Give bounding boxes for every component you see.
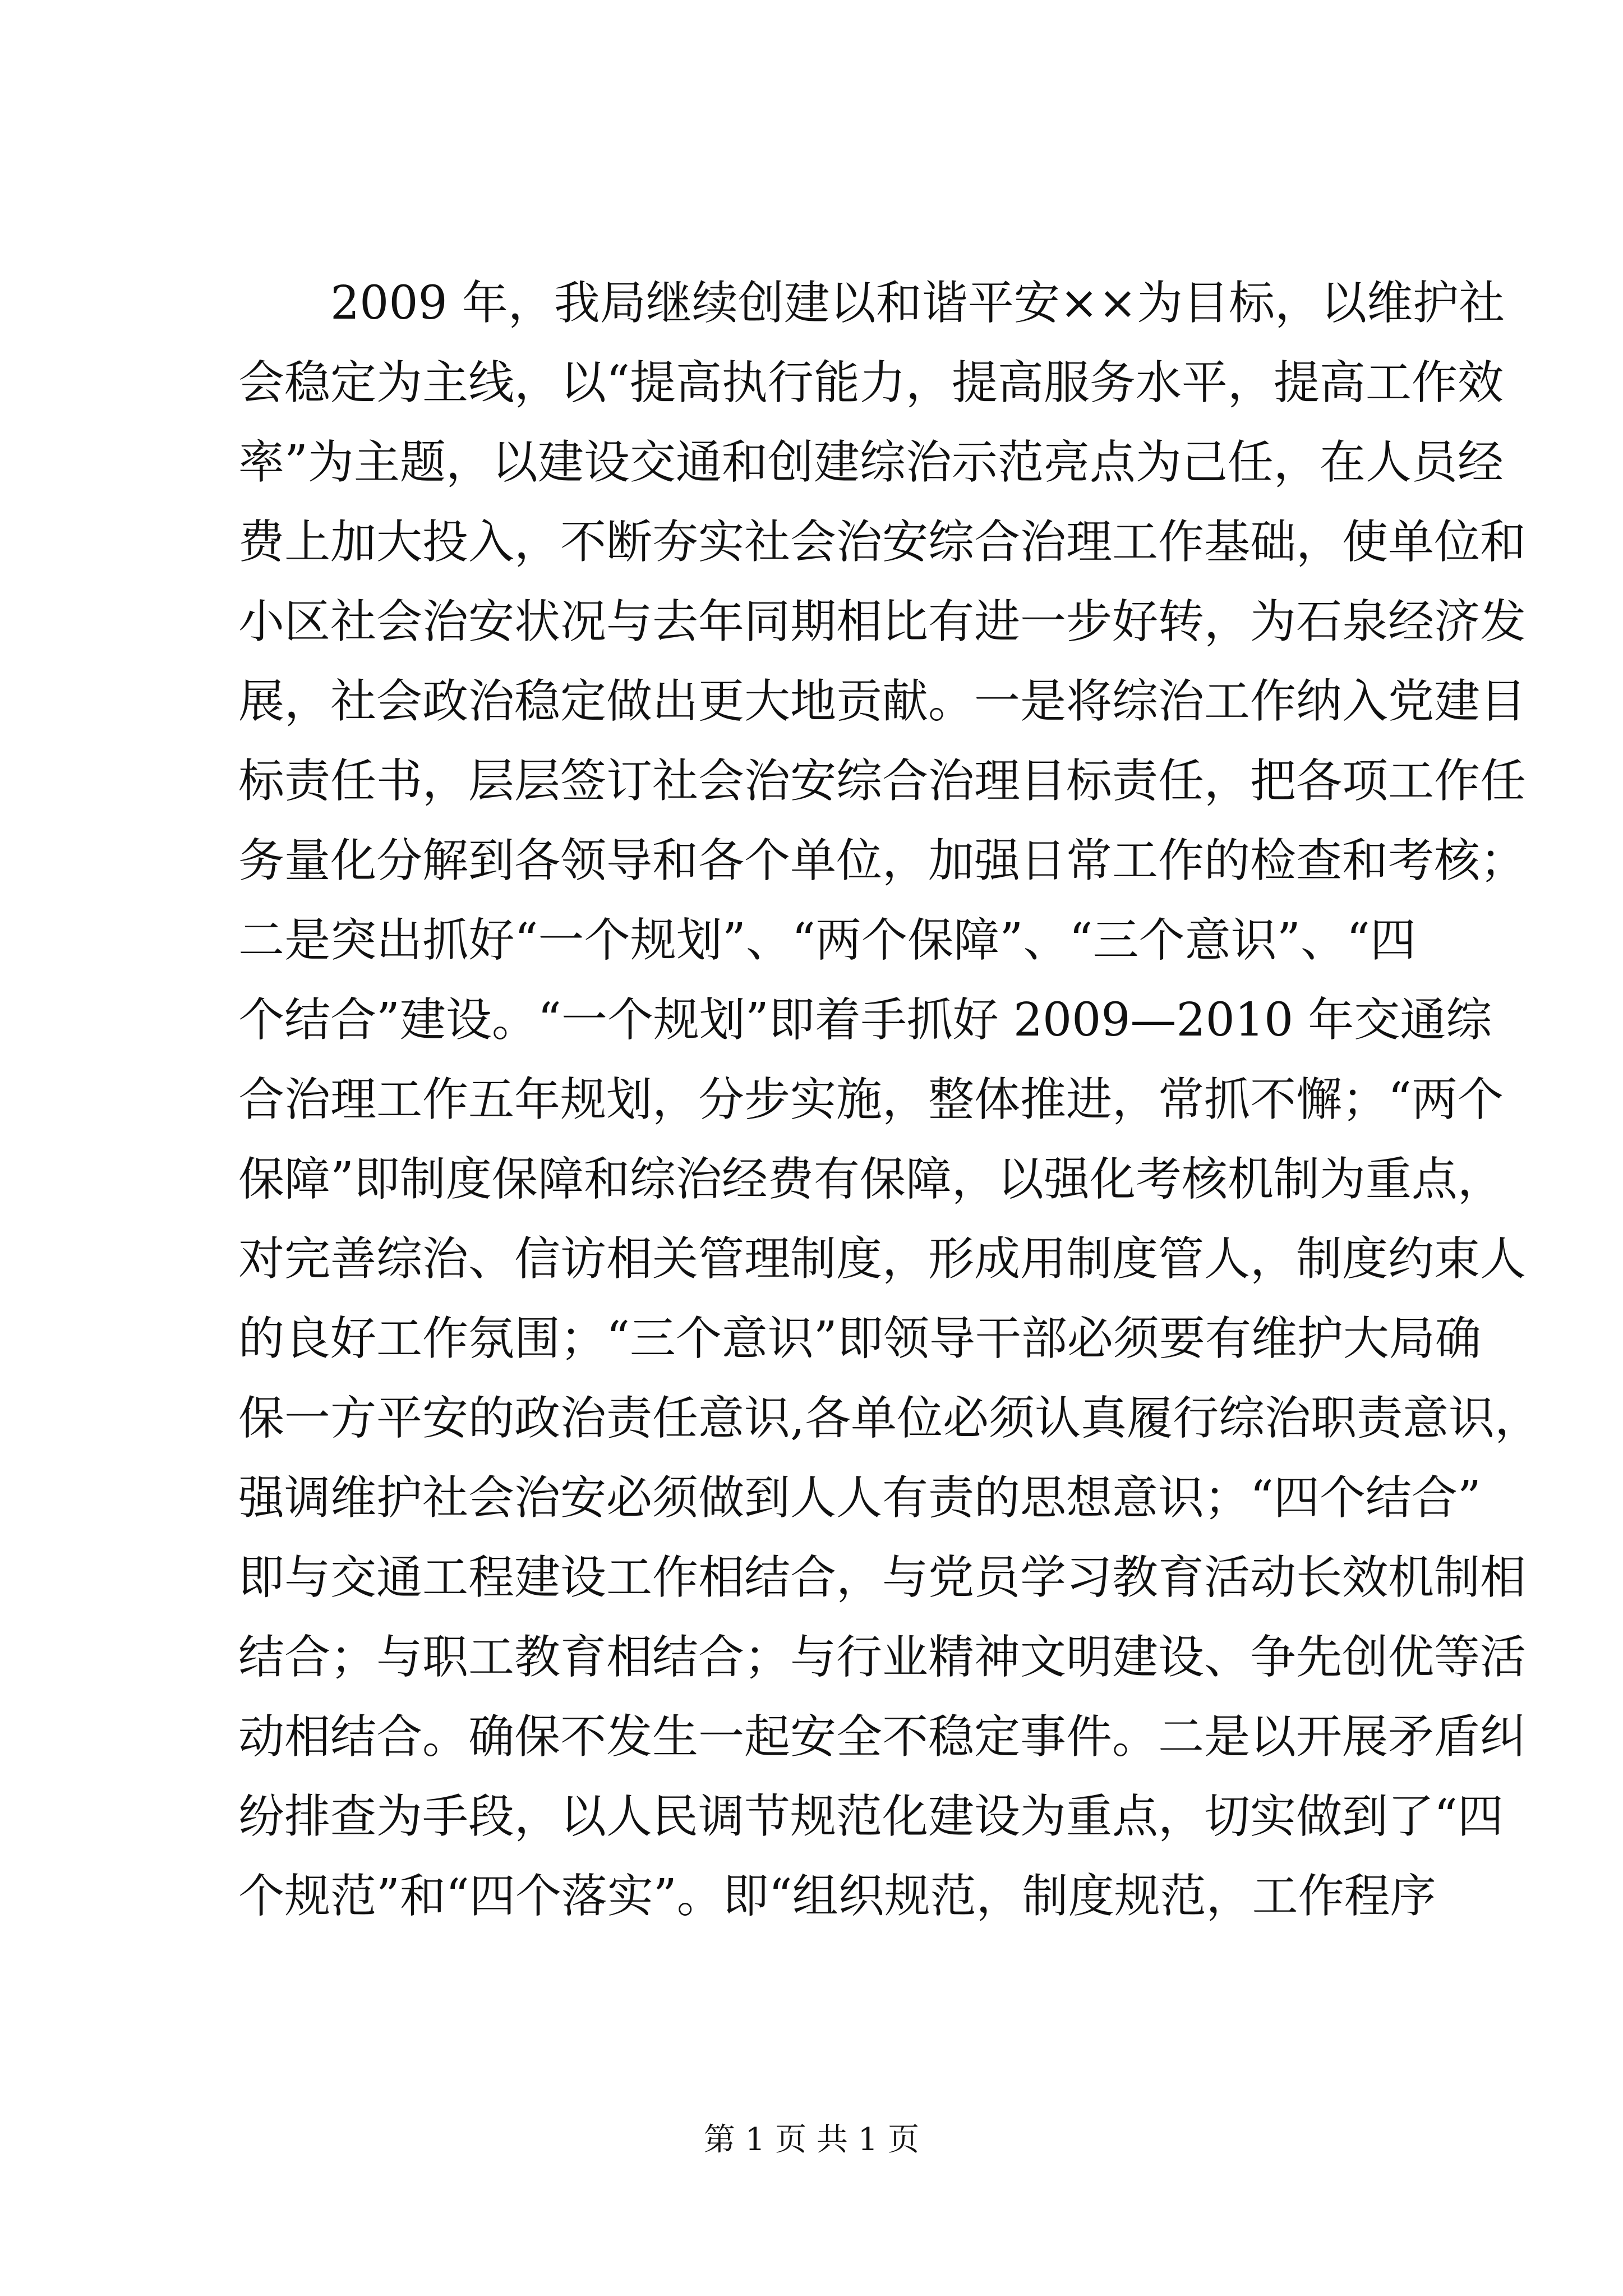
- text-line: 务量化分解到各领导和各个单位，加强日常工作的检查和考核；: [238, 834, 1527, 887]
- text-line: 合治理工作五年规划，分步实施，整体推进，常抓不懈；“两个: [238, 1073, 1504, 1126]
- page-footer: [0, 2118, 1623, 2162]
- text-line: 2009 年，我局继续创建以和谐平安××为目标，以维护社: [330, 277, 1505, 330]
- text-line: 保障”即制度保障和综治经费有保障，以强化考核机制为重点，: [238, 1153, 1504, 1206]
- text-line: 强调维护社会治安必须做到人人有责的思想意识；“四个结合”: [238, 1471, 1481, 1525]
- text-line: 即与交通工程建设工作相结合，与党员学习教育活动长效机制相: [238, 1551, 1527, 1604]
- text-line: 保一方平安的政治责任意识,各单位必须认真履行综治职责意识，: [238, 1392, 1541, 1445]
- text-line: 结合；与职工教育相结合；与行业精神文明建设、争先创优等活: [238, 1631, 1527, 1684]
- body-paragraph: [238, 264, 1541, 1936]
- text-line: 二是突出抓好“一个规划”、“两个保障”、“三个意识”、“四: [238, 914, 1416, 967]
- text-line: 纷排查为手段，以人民调节规范化建设为重点，切实做到了“四: [238, 1790, 1504, 1843]
- text-line: 个规范”和“四个落实”。即“组织规范，制度规范，工作程序: [238, 1870, 1436, 1923]
- text-line: 个结合”建设。“一个规划”即着手抓好 2009—2010 年交通综: [238, 993, 1492, 1047]
- text-line: 率”为主题，以建设交通和创建综治示范亮点为己任，在人员经: [238, 436, 1504, 489]
- text-line: 会稳定为主线，以“提高执行能力，提高服务水平，提高工作效: [238, 356, 1504, 409]
- text-line: 展，社会政治稳定做出更大地贡献。一是将综治工作纳入党建目: [238, 675, 1527, 728]
- page-number: 第 1 页 共 1 页: [703, 2122, 920, 2158]
- text-line: 费上加大投入，不断夯实社会治安综合治理工作基础，使单位和: [238, 516, 1527, 569]
- text-line: 标责任书，层层签订社会治安综合治理目标责任，把各项工作任: [238, 754, 1527, 808]
- text-line: 小区社会治安状况与去年同期相比有进一步好转，为石泉经济发: [238, 595, 1527, 648]
- text-line: 的良好工作氛围；“三个意识”即领导干部必须要有维护大局确: [238, 1312, 1481, 1365]
- text-line: 动相结合。确保不发生一起安全不稳定事件。二是以开展矛盾纠: [238, 1710, 1527, 1764]
- text-line: 对完善综治、信访相关管理制度，形成用制度管人，制度约束人: [238, 1232, 1527, 1286]
